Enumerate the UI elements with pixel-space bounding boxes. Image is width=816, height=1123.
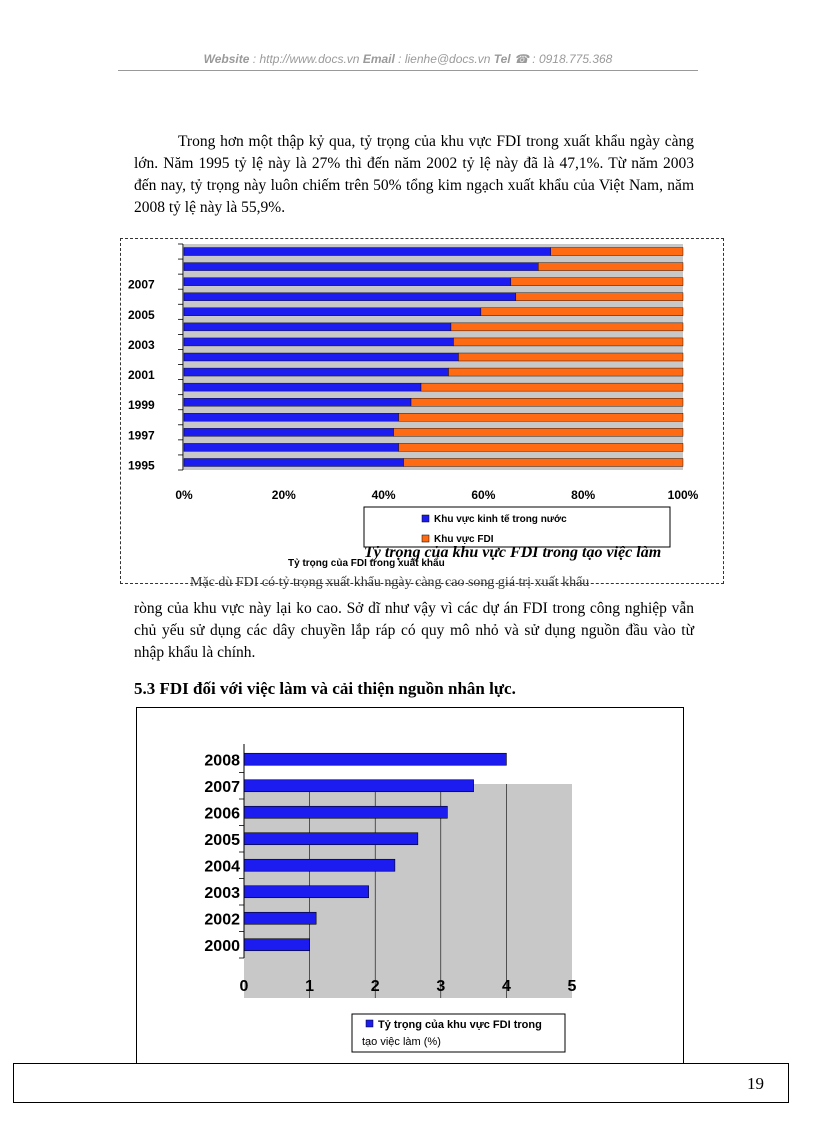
legend-swatch-employment: [366, 1020, 373, 1027]
tel-label: Tel: [493, 52, 511, 66]
x-tick-label: 0%: [175, 488, 193, 502]
y-tick-label: 2003: [128, 337, 155, 352]
x-tick-label: 20%: [271, 488, 296, 502]
y-tick-label: 1997: [128, 428, 155, 443]
y-tick-label: 2004: [204, 858, 240, 876]
x-tick-label: 60%: [471, 488, 496, 502]
y-tick-label: 2005: [128, 307, 155, 322]
y-tick-label: 2000: [204, 937, 240, 955]
y-tick-label: 2006: [204, 805, 240, 823]
y-tick-label: 2005: [204, 831, 240, 849]
export-chart-title: Tỷ trọng của FDI trong xuất khẩu: [288, 558, 445, 569]
page-footer: [13, 1063, 789, 1103]
x-tick-label: 2: [370, 978, 380, 995]
bar-employment: [244, 859, 395, 871]
section-heading: 5.3 FDI đối với việc làm và cải thiện nguồn nhân lực.: [134, 679, 516, 698]
y-tick-label: 2001: [128, 368, 155, 383]
website-value: : http://www.docs.vn: [249, 52, 363, 66]
bar-employment: [244, 753, 506, 765]
paragraph-net-exports: ròng của khu vực này lại ko cao. Sở dĩ như vậy vì các dự án FDI trong công nghiệp vẫn chủ yếu sử dụng các dây chuyền lắp ráp có quy mô nhỏ và sử dụng nguồn đầu vào từ nhập khẩu là chính.: [134, 600, 694, 661]
x-tick-label: 5: [567, 978, 577, 995]
email-value: : lienhe@docs.vn: [394, 52, 494, 66]
y-tick-label: 2002: [204, 911, 240, 929]
y-tick-label: 2007: [128, 277, 155, 292]
paragraph-fdi-exports: Trong hơn một thập kỷ qua, tỷ trọng của khu vực FDI trong xuất khẩu ngày càng lớn. Năm 1995 tỷ lệ này là 27% thì đến năm 2002 tỷ lệ này đã là 47,1%. Từ năm 2003 đến nay, tỷ trọng này luôn chiếm trên 50% tổng kim ngạch xuất khẩu của Việt Nam, năm 2008 tỷ lệ này là 55,9%.: [134, 133, 694, 216]
y-tick-label: 1999: [128, 398, 155, 413]
website-label: Website: [203, 52, 250, 66]
legend-label-employment-line1: Tỷ trọng của khu vực FDI trong: [378, 1019, 542, 1031]
paragraph-overlap-line: Mặc dù FDI có tỷ trọng xuất khẩu ngày càng cao song giá trị xuất khẩu: [190, 575, 590, 590]
employment-chart-caption: Tỷ trọng của khu vực FDI trong tạo việc làm: [364, 544, 662, 561]
legend-label-domestic: Khu vực kinh tế trong nước: [434, 514, 567, 525]
x-tick-label: 4: [501, 978, 511, 995]
x-tick-label: 100%: [667, 488, 699, 502]
bar-employment: [244, 806, 447, 818]
legend-label-fdi: Khu vực FDI: [434, 534, 494, 545]
y-tick-label: 2003: [204, 884, 240, 902]
bar-employment: [244, 912, 316, 924]
legend-label-employment-line2: tạo việc làm (%): [362, 1036, 441, 1048]
bar-employment: [244, 833, 418, 845]
y-tick-label: 2007: [204, 778, 240, 796]
x-tick-label: 40%: [371, 488, 396, 502]
page-number: 19: [747, 1074, 764, 1093]
email-label: Email: [362, 52, 395, 66]
x-tick-label: 1: [305, 978, 315, 995]
bar-employment: [244, 939, 310, 951]
x-tick-label: 0: [239, 978, 249, 995]
y-tick-label: 2008: [204, 752, 240, 770]
x-tick-label: 3: [436, 978, 446, 995]
y-tick-label: 1995: [128, 458, 155, 473]
bar-employment: [244, 886, 369, 898]
x-tick-label: 80%: [571, 488, 596, 502]
bar-employment: [244, 780, 474, 792]
tel-value: ☎ : 0918.775.368: [510, 52, 613, 66]
